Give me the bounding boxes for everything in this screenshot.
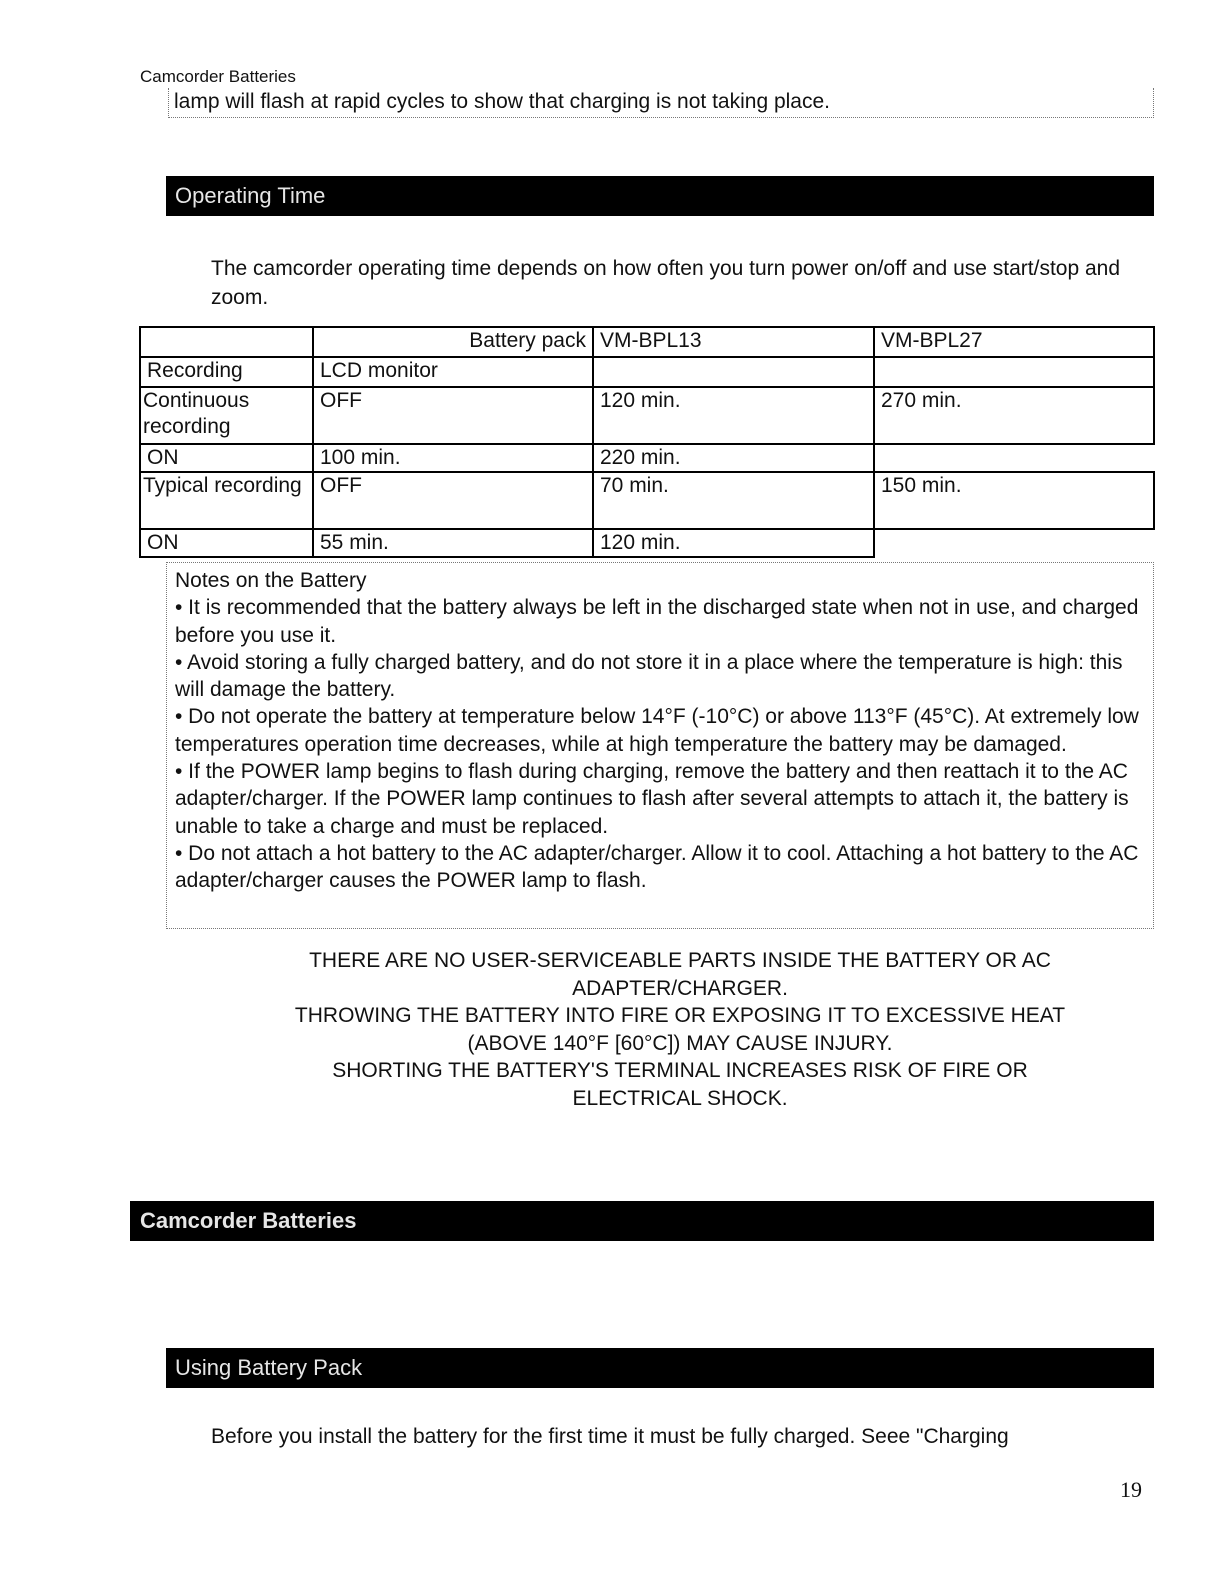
continued-text-box: lamp will flash at rapid cycles to show that charging is not taking place. (168, 88, 1154, 118)
note-item: • Do not operate the battery at temperature below 14°F (-10°C) or above 113°F (45°C). At extremely low temperatures operation time decreases, while at high temperature the battery may be damaged. (175, 705, 1139, 756)
table-cell: 150 min. (874, 472, 1154, 529)
table-cell-text: Typical recording (143, 474, 302, 497)
note-item: • It is recommended that the battery always be left in the discharged state when not in use, and charged before you use it. (175, 596, 1139, 647)
table-cell-text: Continuous recording (143, 389, 250, 438)
battery-notes-box (166, 562, 1154, 929)
table-cell: OFF (313, 472, 593, 529)
notes-title: Notes on the Battery (175, 569, 367, 592)
note-item: • Do not attach a hot battery to the AC adapter/charger. Allow it to cool. Attaching a hot battery to the AC adapter/charger causes the POWER lamp to flash. (175, 841, 1139, 893)
section-heading-using-battery-pack: Using Battery Pack (166, 1348, 1154, 1388)
warning-line: ADAPTER/CHARGER. (572, 976, 788, 1000)
table-row (140, 444, 1154, 472)
note-item: • Avoid storing a fully charged battery, and do not store it in a place where the temperature is high: this will damage the battery. (175, 650, 1123, 702)
table-cell: 120 min. (593, 529, 874, 557)
intro-paragraph: The camcorder operating time depends on how often you turn power on/off and use start/stop and zoom. (211, 257, 1121, 309)
table-cell (140, 472, 313, 529)
table-cell: OFF (313, 387, 593, 444)
note-item: • If the POWER lamp begins to flash during charging, remove the battery and then reattach it to the AC adapter/charger. If the POWER lamp continues to flash after several attempts to attach it, the battery is unable to take a charge and must be replaced. (175, 760, 1129, 838)
warning-line: THERE ARE NO USER-SERVICEABLE PARTS INSIDE THE BATTERY OR AC (309, 949, 1051, 972)
safety-warning (180, 947, 1180, 1113)
warning-line: SHORTING THE BATTERY'S TERMINAL INCREASES RISK OF FIRE OR (332, 1059, 1028, 1083)
section-heading-camcorder-batteries: Camcorder Batteries (130, 1201, 1154, 1241)
warning-line: (ABOVE 140°F [60°C]) MAY CAUSE INJURY. (467, 1031, 893, 1055)
table-cell (140, 387, 313, 444)
table-row (140, 529, 1154, 557)
table-cell (140, 327, 313, 357)
page-number: 19 (1120, 1477, 1142, 1502)
table-row (140, 357, 1154, 387)
table-cell: 70 min. (593, 472, 874, 529)
table-cell: Recording (140, 357, 313, 387)
table-cell (874, 529, 1154, 557)
table-cell: VM-BPL13 (593, 327, 874, 357)
table-cell: Battery pack (313, 327, 593, 357)
table-cell: VM-BPL27 (874, 327, 1154, 357)
table-cell: 220 min. (593, 444, 874, 472)
warning-line: THROWING THE BATTERY INTO FIRE OR EXPOSING IT TO EXCESSIVE HEAT (294, 1004, 1066, 1028)
warning-line: ELECTRICAL SHOCK. (572, 1086, 788, 1110)
table-cell: LCD monitor (313, 357, 593, 387)
table-cell: ON (140, 529, 313, 557)
table-row (140, 387, 1154, 444)
before-install-paragraph: Before you install the battery for the first time it must be fully charged. Seee "Charging (211, 1425, 1009, 1448)
table-cell (874, 357, 1154, 387)
table-cell (593, 357, 874, 387)
table-cell: ON (140, 444, 313, 472)
table-cell: 120 min. (593, 387, 874, 444)
table-cell: 55 min. (313, 529, 593, 557)
table-cell: 100 min. (313, 444, 593, 472)
section-heading-operating-time: Operating Time (166, 176, 1154, 216)
table-cell (874, 444, 1154, 472)
table-row (140, 327, 1154, 357)
operating-time-table (139, 326, 1155, 558)
running-header: Camcorder Batteries (140, 67, 296, 86)
table-cell: 270 min. (874, 387, 1154, 444)
table-row (140, 472, 1154, 529)
